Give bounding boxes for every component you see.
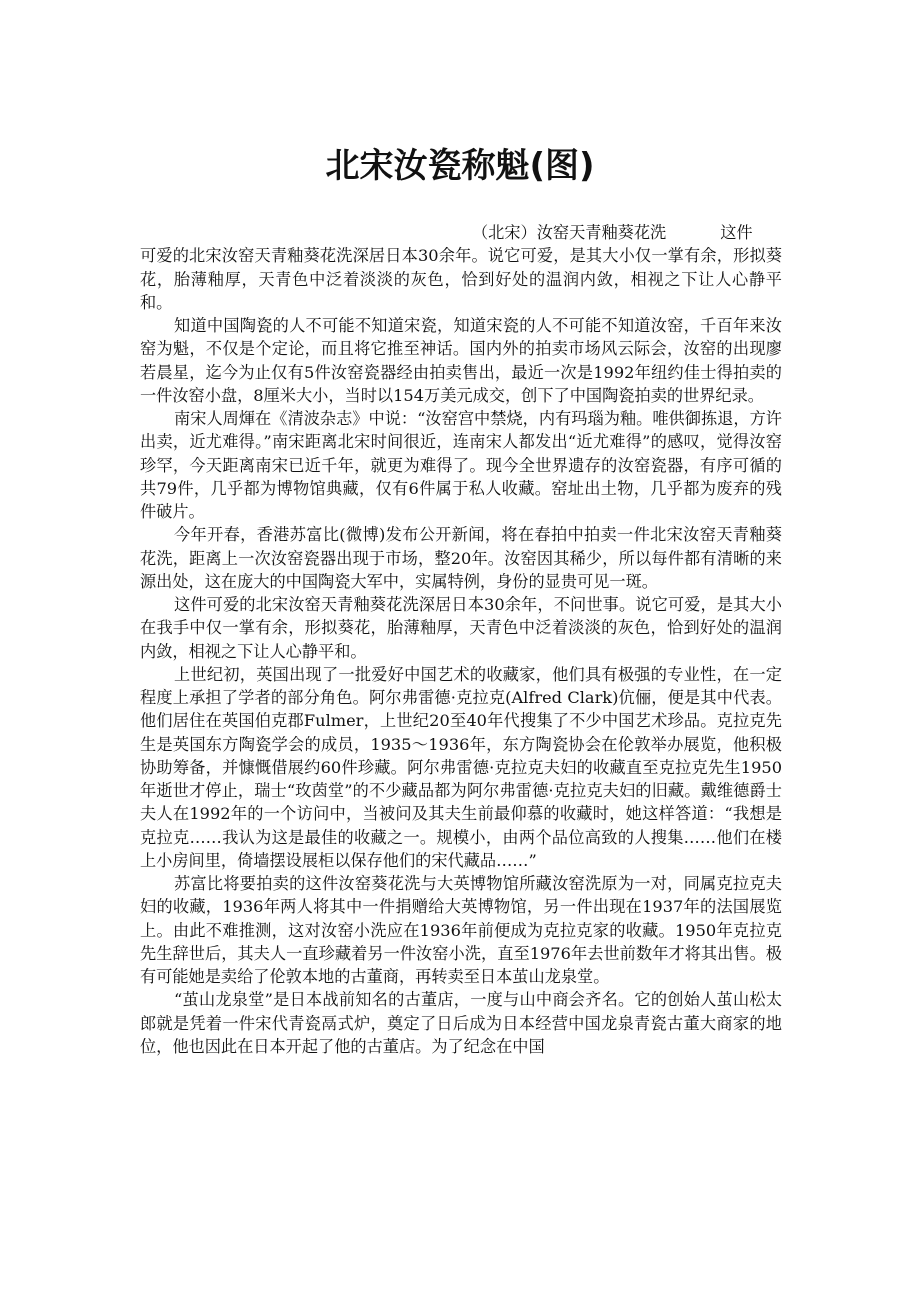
- paragraph: 知道中国陶瓷的人不可能不知道宋瓷，知道宋瓷的人不可能不知道汝窑，千百年来汝窑为魁，不仅是个定论，而且将它推至神话。国内外的拍卖市场风云际会，汝窑的出现廖若晨星，迄今为止仅有5件汝窑瓷器经由拍卖售出，最近一次是1992年纽约佳士得拍卖的一件汝窑小盘，8厘米大小，当时以154万美元成交，创下了中国陶瓷拍卖的世界纪录。: [140, 316, 782, 405]
- first-paragraph-start: 这件: [720, 223, 753, 242]
- article-body: [140, 221, 782, 1058]
- paragraph: “茧山龙泉堂”是日本战前知名的古董店，一度与山中商会齐名。它的创始人茧山松太郎就是凭着一件宋代青瓷鬲式炉，奠定了日后成为日本经营中国龙泉青瓷古董大商家的地位，他也因此在日本开起了他的古董店。为了纪念在中国: [140, 990, 782, 1056]
- first-paragraph: [140, 221, 782, 314]
- page-title: 北宋汝瓷称魁(图): [325, 146, 595, 186]
- paragraph: 这件可爱的北宋汝窑天青釉葵花洗深居日本30余年，不问世事。说它可爱，是其大小在我手中仅一掌有余，形拟葵花，胎薄釉厚，天青色中泛着淡淡的灰色，恰到好处的温润内敛，相视之下让人心静平和。: [140, 595, 782, 661]
- paragraph: 南宋人周煇在《清波杂志》中说：“汝窑宫中禁烧，内有玛瑙为釉。唯供御拣退，方许出卖，近尤难得。”南宋距离北宋时间很近，连南宋人都发出“近尤难得”的感叹，觉得汝窑珍罕，今天距离南宋已近千年，就更为难得了。现今全世界遗存的汝窑瓷器，有序可循的共79件，几乎都为博物馆典藏，仅有6件属于私人收藏。窑址出土物，几乎都为废弃的残件破片。: [140, 409, 782, 521]
- image-caption: （北宋）汝窑天青釉葵花洗: [472, 223, 667, 242]
- paragraph: 苏富比将要拍卖的这件汝窑葵花洗与大英博物馆所藏汝窑洗原为一对，同属克拉克夫妇的收藏，1936年两人将其中一件捐赠给大英博物馆，另一件出现在1937年的法国展览上。由此不难推测，这对汝窑小洗应在1936年前便成为克拉克家的收藏。1950年克拉克先生辞世后，其夫人一直珍藏着另一件汝窑小洗，直至1976年去世前数年才将其出售。极有可能她是卖给了伦敦本地的古董商，再转卖至日本茧山龙泉堂。: [140, 874, 782, 986]
- caption-line: [140, 221, 782, 244]
- first-paragraph-rest: 可爱的北宋汝窑天青釉葵花洗深居日本30余年。说它可爱，是其大小仅一掌有余，形拟葵花，胎薄釉厚，天青色中泛着淡淡的灰色，恰到好处的温润内敛，相视之下让人心静平和。: [140, 246, 782, 312]
- paragraph: 今年开春，香港苏富比(微博)发布公开新闻，将在春拍中拍卖一件北宋汝窑天青釉葵花洗，距离上一次汝窑瓷器出现于市场，整20年。汝窑因其稀少，所以每件都有清晰的来源出处，这在庞大的中国陶瓷大军中，实属特例，身份的显贵可见一斑。: [140, 525, 782, 591]
- paragraph: 上世纪初，英国出现了一批爱好中国艺术的收藏家，他们具有极强的专业性，在一定程度上承担了学者的部分角色。阿尔弗雷德·克拉克(Alfred Clark)伉俪，便是其中代表。他们居住在英国伯克郡Fulmer，上世纪20至40年代搜集了不少中国艺术珍品。克拉克先生是英国东方陶瓷学会的成员，1935～1936年，东方陶瓷协会在伦敦举办展览，他积极协助筹备，并慷慨借展约60件珍藏。阿尔弗雷德·克拉克夫妇的收藏直至克拉克先生1950年逝世才停止，瑞士“玫茵堂”的不少藏品都为阿尔弗雷德·克拉克夫妇的旧藏。戴维德爵士夫人在1992年的一个访问中，当被问及其夫生前最仰慕的收藏时，她这样答道：“我想是克拉克……我认为这是最佳的收藏之一。规模小，由两个品位高致的人搜集……他们在楼上小房间里，倚墙摆设展柜以保存他们的宋代藏品……”: [140, 664, 782, 870]
